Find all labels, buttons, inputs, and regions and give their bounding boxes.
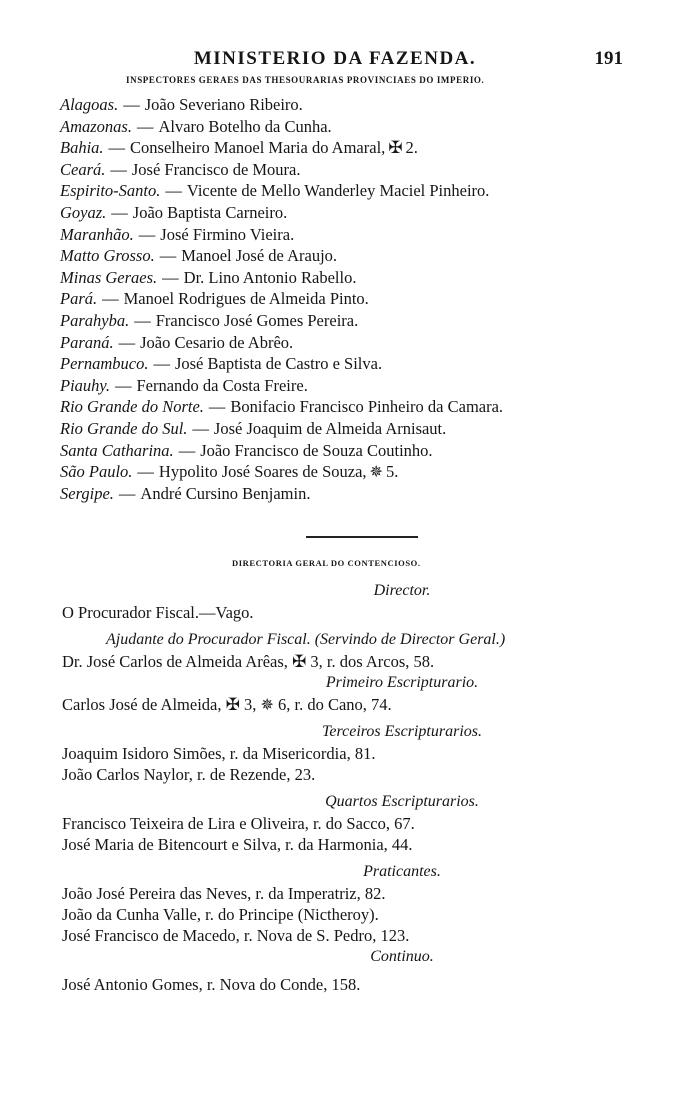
list-item: Ceará. — José Francisco de Moura.: [60, 159, 301, 179]
inspector-name: Alvaro Botelho da Cunha.: [158, 116, 332, 136]
province-name: Goyaz.: [60, 202, 107, 222]
province-name: Ceará.: [60, 159, 106, 179]
list-item: Pará. — Manoel Rodrigues de Almeida Pinto.: [60, 289, 369, 309]
province-name: Pernambuco.: [60, 354, 149, 374]
section-heading-contencioso: DIRECTORIA GERAL DO CONTENCIOSO.: [232, 558, 421, 568]
list-item: Amazonas. — Alvaro Botelho da Cunha.: [60, 116, 332, 136]
staff-entry: Joaquim Isidoro Simões, r. da Misericordia, 81.: [62, 744, 376, 763]
section-divider: [306, 536, 418, 538]
decoration-grade: 2.: [405, 138, 418, 158]
province-name: Sergipe.: [60, 483, 114, 503]
list-item: Rio Grande do Norte. — Bonifacio Francisco Pinheiro da Camara.: [60, 397, 504, 417]
decoration-grade: 5.: [385, 462, 399, 482]
list-item: São Paulo. — Hypolito José Soares de Souza, ✵ 5.: [60, 462, 399, 482]
staff-entry: João da Cunha Valle, r. do Principe (Nictheroy).: [62, 905, 379, 924]
staff-entry: João Carlos Naylor, r. de Rezende, 23.: [62, 765, 316, 784]
inspector-name: José Joaquim de Almeida Arnisaut.: [213, 418, 447, 438]
order-cross-icon: ✠: [225, 695, 240, 715]
list-item: Maranhão. — José Firmino Vieira.: [60, 224, 295, 244]
list-item: Parahyba. — Francisco José Gomes Pereira.: [60, 310, 359, 330]
list-item: Pernambuco. — José Baptista de Castro e Silva.: [60, 354, 383, 374]
list-item: Bahia. — Conselheiro Manoel Maria do Amaral, ✠ 2.: [60, 138, 418, 159]
province-name: Pará.: [60, 289, 98, 309]
inspector-name: Bonifacio Francisco Pinheiro da Camara.: [230, 397, 504, 417]
inspector-name: Manoel Rodrigues de Almeida Pinto.: [123, 289, 369, 309]
inspector-name: João Severiano Ribeiro.: [144, 95, 303, 114]
province-name: Espirito-Santo.: [60, 181, 161, 201]
province-name: Rio Grande do Norte.: [60, 397, 204, 417]
list-item: Sergipe. — André Cursino Benjamin.: [60, 483, 311, 503]
province-name: Parahyba.: [60, 310, 130, 330]
list-item: Piauhy. — Fernando da Costa Freire.: [60, 375, 308, 395]
order-rose-icon: ✵: [260, 695, 274, 714]
contencioso-staff: [62, 580, 662, 995]
staff-entry: José Antonio Gomes, r. Nova do Conde, 158.: [62, 975, 361, 994]
inspector-name: Vicente de Mello Wanderley Maciel Pinheiro.: [186, 181, 490, 201]
inspector-name: Conselheiro Manoel Maria do Amaral,: [130, 138, 386, 158]
inspector-name: Dr. Lino Antonio Rabello.: [183, 267, 357, 287]
list-item: Goyaz. — João Baptista Carneiro.: [60, 202, 288, 222]
list-item: Santa Catharina. — João Francisco de Souza Coutinho.: [60, 440, 433, 460]
province-name: Matto Grosso.: [60, 246, 155, 266]
role-title-praticantes: Praticantes.: [363, 863, 441, 880]
role-title-terceiros: Terceiros Escripturarios.: [321, 723, 482, 740]
running-title: MINISTERIO DA FAZENDA.: [193, 48, 477, 69]
inspector-name: Hypolito José Soares de Souza,: [158, 462, 367, 482]
inspector-name: José Firmino Vieira.: [160, 224, 295, 244]
province-name: Amazonas.: [60, 116, 132, 136]
list-item: Alagoas. — João Severiano Ribeiro.: [60, 95, 303, 114]
order-cross-icon: ✠: [292, 652, 307, 672]
inspector-name: João Cesario de Abrêo.: [140, 332, 294, 352]
inspector-name: Francisco José Gomes Pereira.: [155, 310, 359, 330]
inspector-name: Manoel José de Araujo.: [181, 246, 338, 266]
list-item: Rio Grande do Sul. — José Joaquim de Almeida Arnisaut.: [60, 418, 447, 438]
inspector-name: João Francisco de Souza Coutinho.: [200, 440, 433, 460]
inspector-name: José Francisco de Moura.: [131, 159, 301, 179]
staff-entry: Carlos José de Almeida, ✠ 3, ✵ 6, r. do Cano, 74.: [62, 695, 392, 715]
role-title-ajudante: Ajudante do Procurador Fiscal. (Servindo de Director Geral.): [106, 631, 506, 648]
inspectores-list: [60, 94, 660, 504]
role-title-quartos: Quartos Escripturarios.: [325, 793, 479, 810]
province-name: Piauhy.: [60, 375, 110, 395]
province-name: Rio Grande do Sul.: [60, 418, 188, 438]
inspector-name: Fernando da Costa Freire.: [136, 375, 308, 395]
inspector-name: João Baptista Carneiro.: [132, 202, 288, 222]
order-cross-icon: ✠: [388, 138, 403, 159]
role-title-director: Director.: [373, 582, 431, 599]
inspector-name: José Baptista de Castro e Silva.: [174, 354, 383, 374]
province-name: Bahia.: [60, 138, 104, 158]
province-name: Santa Catharina.: [60, 440, 174, 460]
list-item: Espirito-Santo. — Vicente de Mello Wanderley Maciel Pinheiro.: [60, 181, 490, 201]
list-item: Paraná. — João Cesario de Abrêo.: [60, 332, 294, 352]
role-title-primeiro: Primeiro Escripturario.: [325, 674, 479, 691]
province-name: Alagoas.: [60, 95, 119, 114]
staff-entry: Francisco Teixeira de Lira e Oliveira, r. do Sacco, 67.: [62, 814, 415, 833]
list-item: Matto Grosso. — Manoel José de Araujo.: [60, 246, 338, 266]
province-name: Paraná.: [60, 332, 114, 352]
list-item: Minas Geraes. — Dr. Lino Antonio Rabello.: [60, 267, 357, 287]
inspector-name: André Cursino Benjamin.: [140, 483, 311, 503]
staff-entry: O Procurador Fiscal.—Vago.: [62, 603, 254, 622]
staff-entry: Dr. José Carlos de Almeida Arêas, ✠ 3, r. dos Arcos, 58.: [62, 652, 435, 672]
staff-entry: José Francisco de Macedo, r. Nova de S. Pedro, 123.: [62, 926, 410, 945]
page-number: 191: [594, 48, 623, 69]
province-name: São Paulo.: [60, 462, 133, 482]
section-heading-inspectores: INSPECTORES GERAES DAS THESOURARIAS PROVINCIAES DO IMPERIO.: [126, 75, 485, 85]
staff-entry: José Maria de Bitencourt e Silva, r. da Harmonia, 44.: [62, 835, 413, 854]
staff-entry: João José Pereira das Neves, r. da Imperatriz, 82.: [62, 884, 386, 903]
province-name: Minas Geraes.: [60, 267, 158, 287]
page-header: [0, 44, 693, 72]
order-rose-icon: ✵: [369, 462, 383, 482]
province-name: Maranhão.: [60, 224, 134, 244]
role-title-continuo: Continuo.: [370, 948, 434, 965]
